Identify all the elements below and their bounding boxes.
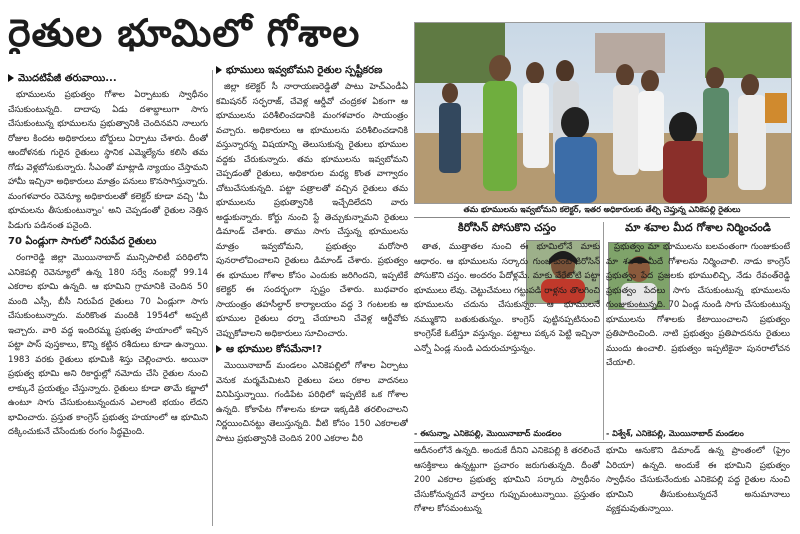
byline: - విశ్వేశ్, ఎనికెపల్లి, మొయినాబాద్ మండలం: [606, 429, 744, 438]
photo-caption: తమ భూములను ఇవ్వబోమని కలెక్టర్, ఇతర అధికారులకు తేల్చి చెప్తున్న ఎనికెపల్లి రైతులు: [414, 203, 790, 218]
box-text: [414, 240, 600, 428]
headline: రైతుల భూమిలో గోశాల: [8, 12, 361, 54]
column-divider: [212, 70, 213, 526]
box-divider: [603, 222, 604, 440]
paragraph: రంగారెడ్డి జిల్లా మొయినాబాద్ మున్సిపాలిటీ పరిధిలోని ఎనికెపల్లి రెవెన్యూలో ఉన్న 180 సర్వే నంబర్లో 99.14 ఎకరాల భూమి ఉన్నది. ఆ భూమిని గ్రామానికి చెందిన 50 మంది ఎస్సీ, బీసీ నిరుపేద రైతులు 70 ఏండ్లుగా సాగు చేసుకుంటున్నారు. మరికొంత మందికి 1954లో అప్పటి ఇచ్చారు. వారి వద్ద ఇందిరమ్మ ప్రభుత్వ హయాంలో ఇచ్చిన పట్టా పాస్ పుస్తకాలు, కొన్ని కట్టిన రశీదులు కూడా ఉన్నాయి. 1983 వరకు రైతులు భూమికి శిస్తు చెల్లించారు. అయినా ప్రభుత్వ భూమి అని రికార్డుల్లో నమోదు చేసి రైతుల నుంచి లాక్కునే ప్రయత్నం చేస్తున్నారు. రైతులు కూడా తామే కబ్జాలో ఉంటూ సాగు చేసుకుంటున్నందున ఎలాంటి భయం లేదని భావించారు. ప్రస్తుత కాంగ్రెస్ ప్రభుత్వ హయాంలో ఆ భూమిని దక్కించుకునే చేసేందుకు రంగం సిద్ధమైంది.: [8, 253, 208, 437]
paragraph: జిల్లా కలెక్టర్ సీ నారాయణరెడ్డితో పాటు హెచ్‌ఎండీఏ కమిషనర్ సర్ఫరాజ్, చేవెళ్ల ఆర్డీవో చంద్రకళ ఏకంగా ఆ భూములను పరిశీలించడానికి మంగళవారం సాయంత్రం వచ్చారు. అధికారులు ఆ భూములను పరిశీలించడానికి వస్తున్నారన్న విషయాన్ని తెలుసుకున్న రైతులు భూముల వద్దకు చేరుకున్నారు. తమ భూములను ఇవ్వబోమని చెప్పడంతో రైతులు, అధికారుల మధ్య కొంత వాగ్వాదం చోటుచేసుకున్నది. పట్టా పత్రాలతో వచ్చిన రైతులు తమ భూములను ప్రభుత్వానికి ఇచ్చేదిలేదని వారు అడ్డుకున్నారు. కోర్టు నుంచి స్టే తెచ్చుకున్నామని రైతులు డిమాండ్ చేశారు. తాము సాగు చేస్తున్న భూములను మాత్రం ఇవ్వబోమని, ప్రభుత్వం మరోసారి పునరాలోచించాలని రైతులు డిమాండ్ చేశారు. ప్రభుత్వం ఈ భూముల గోశాల కోసం ఎందుకు జరిగిందని, ఇప్పటికే కలెక్టర్ ఈ సందర్భంగా స్పష్టం చేశారు. బుధవారం సాయంత్రం తహసీల్దార్ కార్యాలయం వద్ద 3 గంటలకు ఆ భూముల రైతులు ధర్నా చేయాలని చేవెళ్ల ఆర్డీవోకు చెప్పుకోవాలని అధికారులు సూచించారు.: [216, 82, 408, 339]
box-text: [606, 240, 790, 428]
paragraph: మొయినాబాద్ మండలం ఎనికెపల్లిలో గోశాల ఏర్పాటు వెనుక మర్మమేమిటని రైతులు పలు రకాల వాదనలు వినిపిస్తున్నాయి. గండిపేట పరిధిలో ఇప్పటికే ఒక గోశాల ఉన్నది. కోకాపేట గోశాలను కూడా ఇక్కడికి తరలించాలని నిర్ణయించినట్టు తెలుస్తున్నది. వీటి కోసం 150 ఎకరాలతో పాటు ప్రభుత్వానికి చెందిన 200 ఎకరాల వీరి: [216, 361, 408, 444]
subheading-text: ఆ భూముల కోసమేనా!?: [226, 344, 323, 355]
subheading: 70 ఏండ్లుగా సాగులో నిరుపేద రైతులు: [8, 236, 157, 247]
subheading: [216, 343, 408, 357]
paragraph: తాత, ముత్తాతల నుంచి ఈ భూమిలోనే మాకు ఆధారం. ఆ భూములను సర్కారు గుంజుకుంటే కిరోసిన్ పోసుకొని చస్తం. అందరం పేదోళ్లమే. మాకు వేరేటోటి పట్టా భూములు లేవు. చెట్టుచేమలు గట్టుపడి రాళ్లను తొలగించి భూములను చదును చేసుకున్నం. ఆ భూములనే నమ్ముకొని బతుకుతున్నం. కాంగ్రెస్ పుట్టినప్పటినుంచి కాంగ్రెస్‌కే ఓటేస్తూ వస్తున్నం. పట్టాలు పక్కన పెట్టి ఇచ్చినా ఎన్నో ఏండ్ల నుండి ఎదురుచూస్తున్నం.: [414, 242, 600, 354]
continuation-column-2: [606, 444, 790, 526]
news-photo: [414, 22, 792, 204]
paragraph: భూమి ఆనుకొని డిమాండ్ ఉన్న ప్రాంతంలో (ప్రైం ఏరియా) ఉన్నది. అందుకే ఈ భూమిని ప్రభుత్వం స్వాధీనం చేసుకునేందుకు ఎనికెపల్లి పద్ద రైతుల నుంచి భూమిని తీసుకుంటున్నదనే అనుమానాలు వ్యక్తమవుతున్నాయి.: [606, 446, 790, 514]
quote-box-1: [414, 220, 600, 442]
byline: - ఈసున్నా, ఎనికెపల్లి, మొయినాబాద్ మండలం: [414, 429, 562, 438]
subheading-text: భూములు ఇవ్వబోమని రైతుల స్పష్టీకరణ: [226, 65, 383, 76]
farmers-meeting-photo: [415, 23, 791, 203]
kicker-text: మొదటిపేజీ తరువాయి...: [18, 73, 117, 84]
paragraph: ఆదీనంలోనే ఉన్నది. అందుకే దీనిని ఎనికెపల్లి కి తరలించే ఆసక్తికాలు ఉన్నట్టుగా ప్రచారం జరుగుతున్నది. దీంతో 200 ఎకరాల ప్రభుత్వ భూమిని సర్కారు స్వాధీనం చేసుకోనున్నదనే వార్తలు గుప్పుమంటున్నాయి. ప్రస్తుతం గోశాల కోసమంటున్న: [414, 446, 600, 514]
article-column-1: [8, 70, 208, 526]
subheading: [216, 64, 408, 78]
continuation-column-1: [414, 444, 600, 526]
box-title: కిరోసిన్ పోసుకొని చస్తం: [458, 221, 556, 234]
triangle-bullet-icon: [216, 345, 222, 353]
triangle-bullet-icon: [8, 74, 14, 82]
horizontal-rule: [414, 442, 790, 443]
triangle-bullet-icon: [216, 66, 222, 74]
paragraph: భూములను ప్రభుత్వం గోశాల ఏర్పాటుకు స్వాధీనం చేసుకుంటున్నది. దాదాపు ఏడు దశాబ్దాలుగా సాగు చేసుకుంటున్న భూములను ప్రభుత్వానికి చెందినవని నాలుగు రోజుల కిందట అధికారులు బోర్డులు ఏర్పాటు చేశారు. దీంతో ఆందోళనకు గురైన రైతులు స్థానిక ఎమ్మెల్యేను కలిసి తమ గోడు వెళ్లబోసుకున్నారు. సీఎంతో మాట్లాడి న్యాయం చేస్తామని హామీ ఇచ్చినా అధికారులు మాత్రం పనులు కొనసాగిస్తున్నారు. మంగళవారం రెవెన్యూ అధికారులతో కలెక్టర్ కూడా వచ్చి 'మీ భూమలను తీసుకుంటున్నాం' అని చెప్పడంతో రైతుల నెత్తిన పిడుగు పడినంత పనైంది.: [8, 90, 208, 231]
paragraph: ప్రభుత్వం మా భూములను బలవంతంగా గుంజుకుంటే మా శవాల మీదే గోశాలను నిర్మించాలి. నాడు కాంగ్రెస్ ప్రభుత్వం పేద ప్రజలకు భూములిచ్చి, నేడు రేవంత్‌రెడ్డి ప్రభుత్వం పేదలు సాగు చేసుకుంటున్న భూములను గుంజుకుంటున్నది. 70 ఏండ్ల నుండి సాగు చేసుకుంటున్న భూములను గోశాలకు కేటాయించాలని ప్రభుత్వం ప్రతిపాదించింది. నాటి ప్రభుత్వం ప్రతిపాదనను రైతులు ముందు ఉంచాలి. ప్రభుత్వం ఇప్పటికైనా పునరాలోచన చేయాలి.: [606, 242, 790, 368]
box-title: మా శవాల మీద గోశాల నిర్మించండి: [625, 221, 771, 234]
kicker: [8, 72, 208, 86]
quote-box-2: [606, 220, 790, 442]
article-column-2: [216, 62, 408, 526]
